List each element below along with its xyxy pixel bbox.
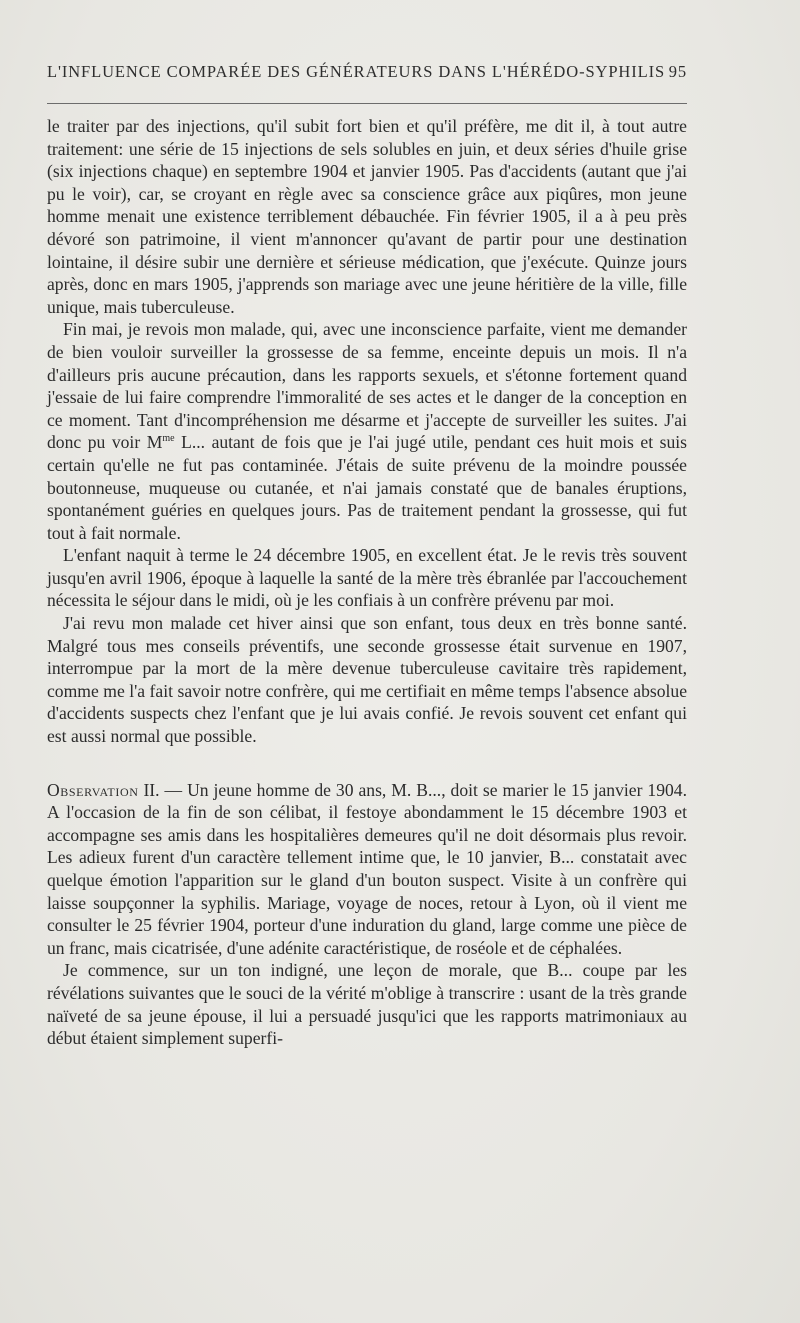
header-title: L'INFLUENCE COMPARÉE DES GÉNÉRATEURS DANS L'HÉRÉDO-SYPHILIS	[47, 62, 666, 81]
paragraph-4: J'ai revu mon malade cet hiver ainsi que son enfant, tous deux en très bonne santé. Malgré tous mes conseils préventifs, une seconde grossesse était survenue en 1907, interrompue par la mort de la mère devenue tuberculeuse cavitaire très rapidement, comme me l'a fait savoir notre confrère, qui me certifiait en même temps l'absence absolue d'accidents suspects chez l'enfant que je lui avais confié. Je revois souvent cet enfant qui est aussi normal que possible.	[47, 613, 687, 747]
paragraph-1: le traiter par des injections, qu'il subit fort bien et qu'il préfère, me dit il, à tout autre traitement: une série de 15 injections de sels solubles en juin, et deux séries d'huile grise (six injections chaque) en septembre 1904 et janvier 1905. Pas d'accidents (autant que j'ai pu le voir), car, se croyant en règle avec sa conscience grâce aux piqûres, mon jeune homme menait une existence terriblement débauchée. Fin février 1905, il a à peu près dévoré son patrimoine, il vient m'annoncer qu'avant de partir pour une destination lointaine, il désire subir une dernière et sérieuse médication, que j'exécute. Quinze jours après, donc en mars 1905, j'apprends son mariage avec une jeune héritière de la ville, fille unique, mais tuberculeuse.	[47, 116, 687, 317]
body-text	[47, 115, 687, 1050]
observation-number: II.	[138, 779, 160, 800]
paragraph-2	[47, 318, 687, 544]
paragraph-3: L'enfant naquit à terme le 24 décembre 1905, en excellent état. Je le revis très souvent jusqu'en avril 1906, époque à laquelle la santé de la mère très ébranlée par l'accouchement nécessita le séjour dans le midi, où je les confiais à un confrère prévenu par moi.	[47, 545, 687, 611]
paragraph-2-text-a: Fin mai, je revois mon malade, qui, avec une inconscience parfaite, vient me demander de bien vouloir surveiller la grossesse de sa femme, enceinte depuis un mois. Il n'a d'ailleurs pris aucune précaution, dans les rapports sexuels, et s'étonne fortement quand j'essaie de lui faire comprendre l'immoralité de ses actes et le danger de la conception en ce moment. Tant d'incompréhension me désarme et j'accepte de surveiller les suites. J'ai donc pu voir M	[47, 319, 687, 453]
header-rule	[47, 103, 687, 104]
paragraph-6: Je commence, sur un ton indigné, une leçon de morale, que B... coupe par les révélations suivantes que le souci de la vérité m'oblige à transcrire : usant de la très grande naïveté de sa jeune épouse, il lui a persuadé jusqu'ici que les rapports matrimoniaux au début étaient simplement superfi-	[47, 960, 687, 1049]
paragraph-2-text-b: L... autant de fois que je l'ai jugé utile, pendant ces huit mois et suis certain qu'elle ne fut pas contaminée. J'étais de suite prévenu de la moindre poussée boutonneuse, muqueuse ou cutanée, et n'ai jamais constaté que de banales éruptions, spontanément guéries en quelques jours. Pas de traitement pendant la grossesse, qui fut tout à fait normale.	[47, 432, 687, 543]
observation-label: Observation	[47, 779, 139, 800]
superscript-me: me	[162, 433, 175, 445]
page-number: 95	[668, 62, 687, 81]
running-header	[47, 62, 687, 82]
observation-paragraph	[47, 779, 687, 960]
paragraph-5-text: — Un jeune homme de 30 ans, M. B..., doit se marier le 15 janvier 1904. A l'occasion de la fin de son célibat, il festoye abondamment le 15 décembre 1903 et accompagne ses amis dans les hospitalières demeures qu'il ne doit désormais plus revoir. Les adieux furent d'un caractère tellement intime que, le 10 janvier, B... constatait avec quelque émotion l'apparition sur le gland d'un bouton suspect. Visite à un confrère qui laisse soupçonner la syphilis. Mariage, voyage de noces, retour à Lyon, où il vient me consulter le 25 février 1904, porteur d'une induration du gland, large comme une pièce de un franc, mais cicatrisée, d'une adénite caractéristique, de roséole et de céphalées.	[47, 779, 687, 958]
section-gap	[47, 748, 687, 779]
